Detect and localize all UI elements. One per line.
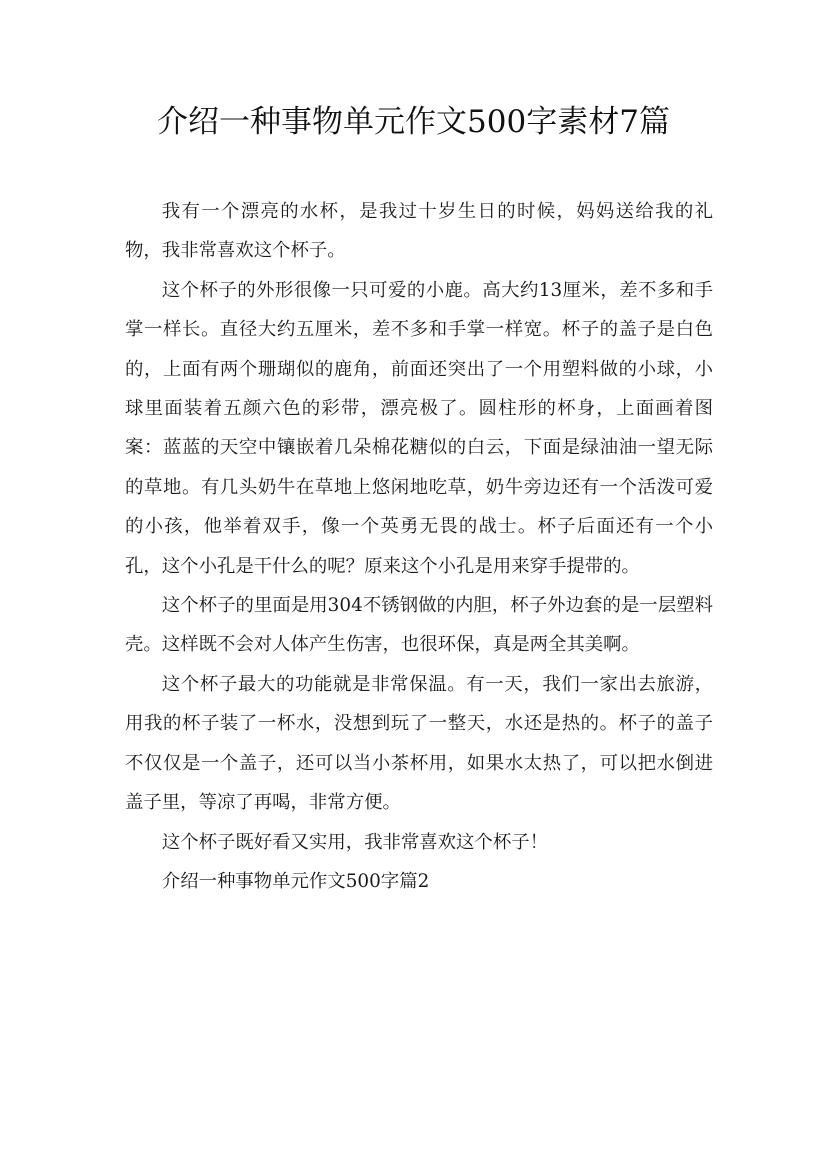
paragraph-function: 这个杯子最大的功能就是非常保温。有一天，我们一家出去旅游，用我的杯子装了一杯水，没想到玩了一整天，水还是热的。杯子的盖子不仅仅是一个盖子，还可以当小茶杯用，如果水太热了，可以把水倒进盖子里，等凉了再喝，非常方便。	[125, 673, 713, 814]
paragraph-material: 这个杯子的里面是用304不锈钢做的内胆，杯子外边套的是一层塑料壳。这样既不会对人体产生伤害，也很环保，真是两全其美啊。	[125, 595, 713, 656]
document-body	[125, 192, 713, 901]
paragraph-conclusion: 这个杯子既好看又实用，我非常喜欢这个杯子！	[161, 831, 549, 853]
document-title: 介绍一种事物单元作文500字素材7篇	[157, 104, 670, 140]
paragraph-intro: 我有一个漂亮的水杯，是我过十岁生日的时候，妈妈送给我的礼物，我非常喜欢这个杯子。	[125, 201, 713, 262]
paragraph-appearance: 这个杯子的外形很像一只可爱的小鹿。高大约13厘米，差不多和手掌一样长。直径大约五厘米，差不多和手掌一样宽。杯子的盖子是白色的，上面有两个珊瑚似的鹿角，前面还突出了一个用塑料做的小球，小球里面装着五颜六色的彩带，漂亮极了。圆柱形的杯身，上面画着图案：蓝蓝的天空中镶嵌着几朵棉花糖似的白云，下面是绿油油一望无际的草地。有几头奶牛在草地上悠闲地吃草，奶牛旁边还有一个活泼可爱的小孩，他举着双手，像一个英勇无畏的战士。杯子后面还有一个小孔，这个小孔是干什么的呢？原来这个小孔是用来穿手提带的。	[125, 279, 713, 577]
section-heading-2: 介绍一种事物单元作文500字篇2	[161, 870, 430, 892]
